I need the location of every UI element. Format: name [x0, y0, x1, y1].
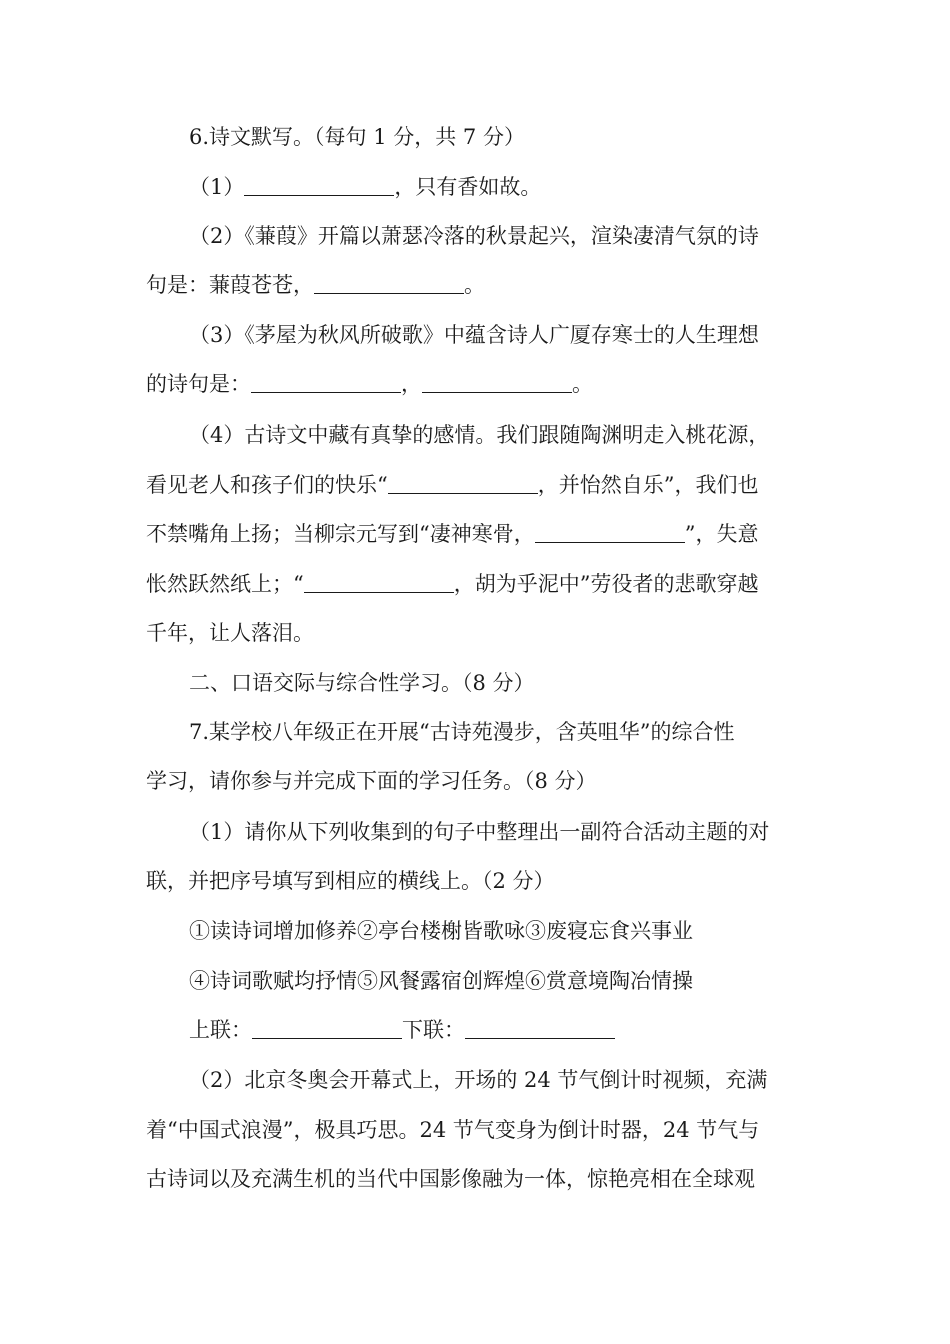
lower-couplet-blank[interactable]	[465, 1018, 615, 1039]
q7-sub2-text: 古诗词以及充满生机的当代中国影像融为一体，惊艳亮相在全球观	[146, 1167, 755, 1191]
q6-title	[189, 122, 525, 152]
q7-sub1-text: （1）请你从下列收集到的句子中整理出一副符合活动主题的对	[189, 820, 770, 844]
q7-line2	[146, 766, 597, 796]
q6-item4-text: ”，失意	[684, 522, 759, 546]
q7-options-line1	[189, 916, 693, 946]
q7-sub1-line1	[189, 817, 769, 847]
q6-item1-number: （1）	[189, 175, 245, 199]
q6-item3-suffix: 。	[572, 372, 593, 396]
q6-item3-prefix: 的诗句是：	[146, 372, 251, 396]
upper-couplet-label: 上联：	[189, 1018, 252, 1042]
answer-blank[interactable]	[314, 273, 464, 294]
q6-item1	[189, 172, 541, 202]
answer-blank[interactable]	[244, 175, 394, 196]
q6-item4-text: 不禁嘴角上扬；当柳宗元写到“凄神寒骨，	[146, 522, 535, 546]
q7-options-text: ①读诗词增加修养②亭台楼榭皆歌咏③废寝忘食兴事业	[189, 919, 693, 943]
q6-item2-line2	[146, 270, 485, 300]
q7-text: 学习，请你参与并完成下面的学习任务。（8 分）	[146, 769, 597, 793]
q6-item4-line2	[146, 470, 759, 500]
q6-title-text: 6.诗文默写。（每句 1 分，共 7 分）	[189, 125, 525, 149]
q6-item2-line1	[189, 221, 759, 251]
section2-title-text: 二、口语交际与综合性学习。（8 分）	[189, 671, 535, 695]
q7-sub2-text: 着“中国式浪漫”，极具巧思。24 节气变身为倒计时器，24 节气与	[146, 1118, 760, 1142]
section2-title	[189, 668, 535, 698]
q6-item4-line4	[146, 569, 759, 599]
q6-item3-line2	[146, 369, 593, 399]
q6-item4-text: 怅然跃然纸上；“	[146, 572, 304, 596]
q6-item2-text: （2）《蒹葭》开篇以萧瑟冷落的秋景起兴，渲染凄清气氛的诗	[189, 224, 759, 248]
answer-blank[interactable]	[535, 522, 685, 543]
q6-item2-suffix: 。	[464, 273, 485, 297]
q7-sub2-line3	[146, 1164, 755, 1194]
q6-item3-text: （3）《茅屋为秋风所破歌》中蕴含诗人广厦存寒士的人生理想	[189, 323, 759, 347]
answer-blank[interactable]	[251, 372, 401, 393]
answer-blank[interactable]	[304, 572, 454, 593]
q6-item4-line3	[146, 519, 758, 549]
q7-line1	[189, 717, 735, 747]
q6-item4-text: 千年，让人落泪。	[146, 621, 314, 645]
q6-item1-text: ，只有香如故。	[394, 175, 542, 199]
q7-sub2-text: （2）北京冬奥会开幕式上，开场的 24 节气倒计时视频，充满	[189, 1068, 768, 1092]
q6-item2-prefix: 句是：蒹葭苍苍，	[146, 273, 314, 297]
q6-item4-line1	[189, 420, 769, 450]
q7-options-text: ④诗词歌赋均抒情⑤风餐露宿创辉煌⑥赏意境陶冶情操	[189, 969, 693, 993]
answer-blank[interactable]	[388, 473, 538, 494]
lower-couplet-label: 下联：	[402, 1018, 465, 1042]
q6-item4-text: 看见老人和孩子们的快乐“	[146, 473, 388, 497]
q7-options-line2	[189, 966, 693, 996]
q7-sub2-line2	[146, 1115, 759, 1145]
q7-text: 7.某学校八年级正在开展“古诗苑漫步，含英咀华”的综合性	[189, 720, 735, 744]
q6-item4-text: ，胡为乎泥中”劳役者的悲歌穿越	[453, 572, 759, 596]
q6-item3-comma: ，	[401, 372, 422, 396]
answer-blank[interactable]	[422, 372, 572, 393]
q6-item4-line5	[146, 618, 314, 648]
couplet-answer-line	[189, 1015, 615, 1045]
q6-item4-text: （4）古诗文中藏有真挚的感情。我们跟随陶渊明走入桃花源，	[189, 423, 770, 447]
q6-item3-line1	[189, 320, 759, 350]
q7-sub2-line1	[189, 1065, 767, 1095]
q7-sub1-line2	[146, 866, 555, 896]
q6-item4-text: ，并怡然自乐”，我们也	[537, 473, 759, 497]
q7-sub1-text: 联，并把序号填写到相应的横线上。（2 分）	[146, 869, 555, 893]
upper-couplet-blank[interactable]	[252, 1018, 402, 1039]
